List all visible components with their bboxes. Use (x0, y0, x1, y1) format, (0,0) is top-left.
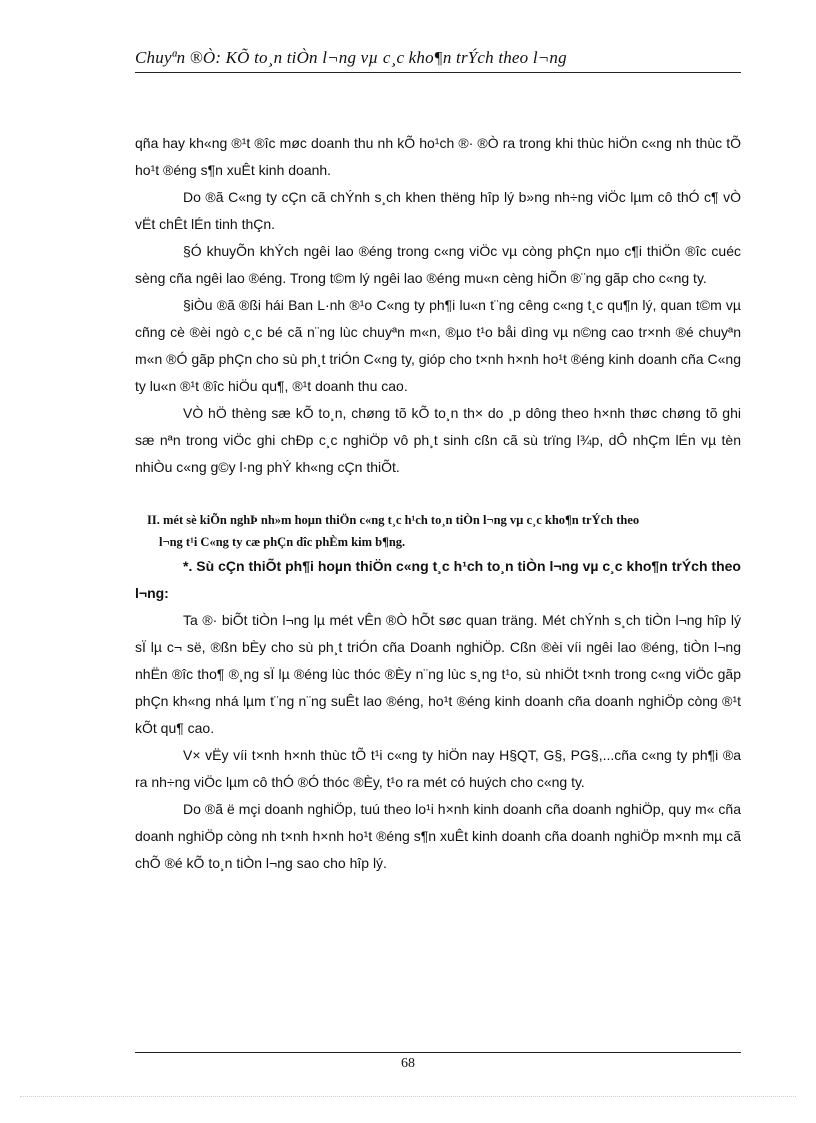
paragraph: qña hay kh«ng ®¹t ®îc møc doanh thu nh kÕ ho¹ch ®· ®Ò ra trong khi thùc hiÖn c«ng nh thùc tÕ ho¹t ®éng s¶n xuÊt kinh doanh. (135, 135, 741, 178)
paragraph: VÒ hÖ thèng sæ kÕ to¸n, chøng tõ kÕ to¸n th× do ¸p dông theo h×nh thøc chøng tõ ghi sæ nªn trong viÖc ghi chÐp c¸c nghiÖp vô ph¸t sinh cßn cã sù trïng l¾p, dÔ nhÇm lÉn vµ tèn nhiÒu c«ng g©y l·ng phÝ kh«ng cÇn thiÕt. (135, 405, 741, 475)
page-number: 68 (401, 1056, 415, 1071)
section-heading-line2: l¬ng t¹i C«ng ty cæ phÇn dîc phÈm kim b¶ng. (159, 535, 406, 549)
paragraph: Do ®ã C«ng ty cÇn cã chÝnh s¸ch khen thëng hîp lý b»ng nh÷ng viÖc lµm cô thÓ c¶ vÒ vËt chÊt lÉn tinh thÇn. (135, 189, 741, 232)
paragraph: §Ó khuyÕn khÝch ngêi lao ®éng trong c«ng viÖc vµ còng phÇn nµo c¶i thiÖn ®îc cuéc sèng cña ngêi lao ®éng. Trong t©m lý ngêi lao ®éng mu«n cèng hiÕn ®¨ng gãp cho c«ng ty. (135, 243, 741, 286)
paragraph: Do ®ã ë mçi doanh nghiÖp, tuú theo lo¹i h×nh kinh doanh cña doanh nghiÖp, quy m« cña doanh nghiÖp còng nh t×nh h×nh ho¹t ®éng s¶n xuÊt kinh doanh cña doanh nghiÖp m×nh mµ cã chÕ ®é kÕ to¸n tiÒn l¬ng sao cho hîp lý. (135, 801, 741, 871)
document-body (135, 130, 741, 877)
page-header-title: Chuyªn ®Ò: KÕ to¸n tiÒn l¬ng vµ c¸c kho¶n trÝch theo l¬ng (135, 48, 567, 67)
section-heading (135, 509, 741, 553)
paragraph: V× vËy víi t×nh h×nh thùc tÕ t¹i c«ng ty hiÖn nay H§QT, G§, PG§,...cña c«ng ty ph¶i ®a ra nh÷ng viÖc lµm cô thÓ ®Ó thóc ®Èy, t¹o ra mét có huých cho c«ng ty. (135, 747, 741, 790)
paragraph: Ta ®· biÕt tiÒn l¬ng lµ mét vÊn ®Ò hÕt søc quan träng. Mét chÝnh s¸ch tiÒn l¬ng hîp lý sÏ lµ c¬ së, ®ßn bÈy cho sù ph¸t triÓn cña Doanh nghiÖp. Cßn ®èi víi ngêi lao ®éng, tiÒn l¬ng nhËn ®îc tho¶ ®¸ng sÏ lµ ®éng lùc thóc ®Èy n¨ng lùc s¸ng t¹o, sù nhiÖt t×nh trong c«ng viÖc gãp phÇn kh«ng nhá lµm t¨ng n¨ng suÊt lao ®éng, ho¹t ®éng kinh doanh cña doanh nghiÖp còng ®¹t kÕt qu¶ cao. (135, 612, 741, 736)
paragraph: §iÒu ®ã ®ßi hái Ban L·nh ®¹o C«ng ty ph¶i lu«n t¨ng cêng c«ng t¸c qu¶n lý, quan t©m vµ cñng cè ®èi ngò c¸c bé cã n¨ng lùc chuyªn m«n, ®µo t¹o båi dìng vµ n©ng cao tr×nh ®é chuyªn m«n ®Ó gãp phÇn cho sù ph¸t triÓn C«ng ty, gióp cho t×nh h×nh ho¹t ®éng kinh doanh cña C«ng ty lu«n ®¹t ®îc hiÖu qu¶, ®¹t doanh thu cao. (135, 297, 741, 394)
section-heading-line1: II. mét sè kiÕn nghÞ nh»m hoµn thiÖn c«ng t¸c h¹ch to¸n tiÒn l¬ng vµ c¸c kho¶n trÝch theo (147, 513, 640, 527)
header-rule (135, 72, 741, 73)
footer-rule (135, 1052, 741, 1053)
page-edge-divider (20, 1096, 796, 1097)
subheading: *. Sù cÇn thiÕt ph¶i hoµn thiÖn c«ng t¸c h¹ch to¸n tiÒn l¬ng vµ c¸c kho¶n trÝch theo l¬ng: (135, 558, 741, 601)
